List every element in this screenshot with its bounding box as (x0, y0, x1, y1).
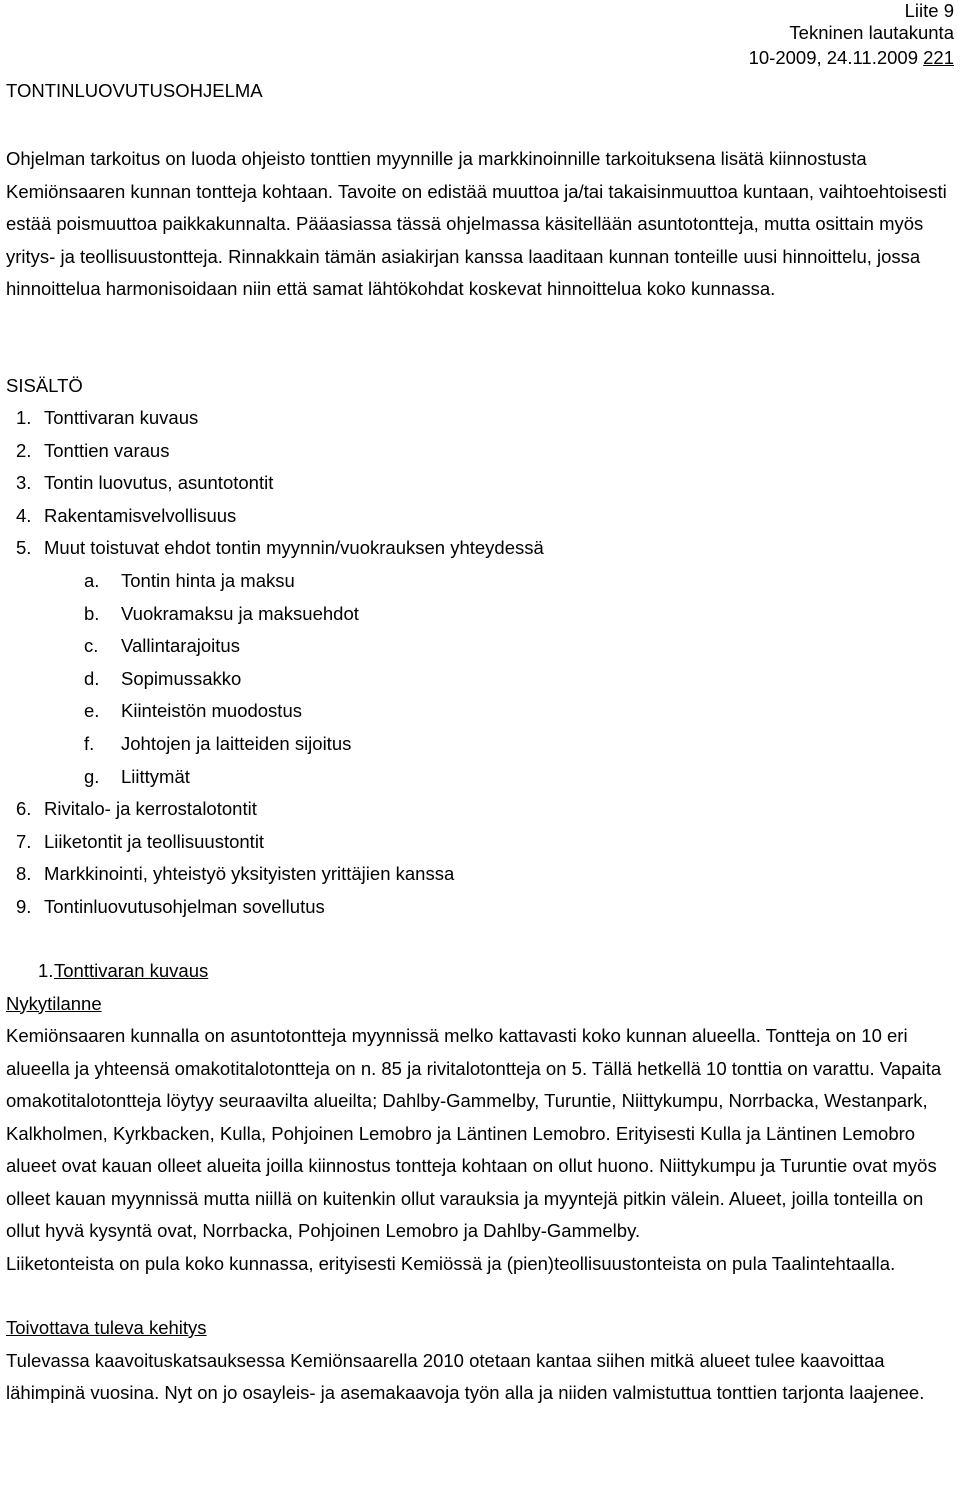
toc-subitem-label: Tontin hinta ja maksu (121, 569, 295, 591)
toc-item-number: 8. (16, 863, 32, 885)
business-plots-paragraph: Liiketonteista on pula koko kunnassa, erityisesti Kemiössä ja (pien)teollisuustonteista on pula Taalintehtaalla. (6, 1252, 896, 1274)
toc-item-label: Tontin luovutus, asuntotontit (44, 472, 274, 494)
toc-subitem-letter: d. (84, 667, 100, 689)
toc-subitem (6, 565, 544, 598)
toc-subitem-letter: c. (84, 635, 99, 657)
toc-subitem-label: Sopimussakko (121, 667, 242, 689)
attachment-label: Liite 9 (904, 0, 954, 21)
toc-item (6, 532, 544, 565)
committee-name: Tekninen lautakunta (789, 22, 954, 43)
toc-item-number: 2. (16, 439, 32, 461)
section-1 (6, 955, 954, 1410)
current-situation-heading: Nykytilanne (6, 992, 102, 1014)
toc-item (6, 467, 544, 500)
meeting-date-line (749, 44, 954, 72)
toc-title: SISÄLTÖ (6, 375, 83, 396)
toc-subitem-label: Vuokramaksu ja maksuehdot (121, 602, 359, 624)
table-of-contents (6, 370, 544, 924)
header-block (749, 0, 954, 72)
toc-item-number: 6. (16, 798, 32, 820)
toc-subitem (6, 630, 544, 663)
toc-subitem-letter: g. (84, 765, 100, 787)
section-1-number: 1. (38, 960, 54, 981)
meeting-dates: 10-2009, 24.11.2009 (748, 47, 918, 68)
toc-item (6, 891, 544, 924)
toc-subitem-label: Johtojen ja laitteiden sijoitus (121, 732, 352, 754)
intro-paragraph: Ohjelman tarkoitus on luoda ohjeisto tonttien myynnille ja markkinoinnille tarkoituksena lisätä kiinnostusta Kemiönsaaren kunnan tontteja kohtaan. Tavoite on edistää muuttoa ja/tai takaisinmuuttoa kuntaan, vaihtoehtoisesti estää poismuuttoa paikkakunnalta. Pääasiassa tässä ohjelmassa käsitellään asuntotontteja, mutta osittain myös yritys- ja teollisuustontteja. Rinnakkain tämän asiakirjan kanssa laaditaan kunnan tonteille uusi hinnoittelu, jossa hinnoittelua harmonisoidaan niin että samat lähtökohdat koskevat hinnoittelua koko kunnassa. (6, 148, 947, 299)
toc-item-label: Rakentamisvelvollisuus (44, 504, 237, 526)
toc-item-number: 1. (16, 407, 32, 428)
toc-item-number: 9. (16, 895, 32, 917)
toc-item-number: 4. (16, 504, 32, 526)
future-development-heading: Toivottava tuleva kehitys (6, 1317, 207, 1338)
toc-list (6, 402, 544, 924)
toc-subitem (6, 663, 544, 696)
section-number: 221 (923, 47, 954, 68)
toc-subitem (6, 728, 544, 761)
toc-item (6, 826, 544, 859)
toc-item-label: Tonttivaran kuvaus (44, 407, 199, 428)
toc-item (6, 858, 544, 891)
toc-item (6, 435, 544, 468)
toc-subitem-letter: a. (84, 569, 100, 591)
toc-item-label: Rivitalo- ja kerrostalotontit (44, 798, 257, 820)
future-development-paragraph: Tulevassa kaavoituskatsauksessa Kemiönsaarella 2010 otetaan kantaa siihen mitkä alueet tulee kaavoittaa lähimpinä vuosina. Nyt on jo osayleis- ja asemakaavoja työn alla ja niiden valmistuttua tonttien tarjonta laajenee. (6, 1349, 925, 1403)
toc-subitem-label: Kiinteistön muodostus (121, 700, 302, 722)
section-1-heading (6, 955, 954, 988)
toc-subitem (6, 695, 544, 728)
toc-subitem-label: Liittymät (121, 765, 190, 787)
toc-item-label: Tonttien varaus (44, 439, 170, 461)
toc-item (6, 793, 544, 826)
toc-item-number: 5. (16, 537, 32, 559)
toc-item-label: Tontinluovutusohjelman sovellutus (44, 895, 325, 917)
toc-item-label: Muut toistuvat ehdot tontin myynnin/vuokrauksen yhteydessä (44, 537, 544, 559)
intro-section (6, 143, 954, 306)
toc-item-label: Markkinointi, yhteistyö yksityisten yrittäjien kanssa (44, 863, 455, 885)
toc-item (6, 500, 544, 533)
document-title: TONTINLUOVUTUSOHJELMA (6, 80, 263, 101)
toc-subitem (6, 761, 544, 794)
current-situation-paragraph: Kemiönsaaren kunnalla on asuntotontteja myynnissä melko kattavasti koko kunnan alueella. Tontteja on 10 eri alueella ja yhteensä omakotitalotontteja on n. 85 ja rivitalotontteja on 5. Tällä hetkellä 10 tonttia on varattu. Vapaita omakotitalotontteja löytyy seuraavilta alueilta; Dahlby-Gammelby, Turuntie, Niittykumpu, Norrbacka, Westanpark, Kalkholmen, Kyrkbacken, Kulla, Pohjoinen Lemobro ja Läntinen Lemobro. Erityisesti Kulla ja Läntinen Lemobro alueet ovat kauan olleet alueita joilla kiinnostus tontteja kohtaan on ollut huono. Niittykumpu ja Turuntie ovat myös olleet kauan myynnissä mutta niillä on kuitenkin ollut varauksia ja myyntejä pitkin välein. Alueet, joilla tonteilla on ollut hyvä kysyntä ovat, Norrbacka, Pohjoinen Lemobro ja Dahlby-Gammelby. (6, 1025, 942, 1241)
toc-subitem-letter: f. (84, 732, 95, 754)
toc-subitem-letter: b. (84, 602, 100, 624)
toc-subitem-label: Vallintarajoitus (121, 635, 240, 657)
toc-item-number: 3. (16, 472, 32, 494)
toc-subitem-letter: e. (84, 700, 100, 722)
toc-item-label: Liiketontit ja teollisuustontit (44, 830, 265, 852)
toc-item-number: 7. (16, 830, 32, 852)
section-1-title: Tonttivaran kuvaus (54, 960, 209, 981)
toc-item (6, 402, 544, 435)
spacer (6, 1280, 954, 1312)
toc-subitem (6, 598, 544, 631)
